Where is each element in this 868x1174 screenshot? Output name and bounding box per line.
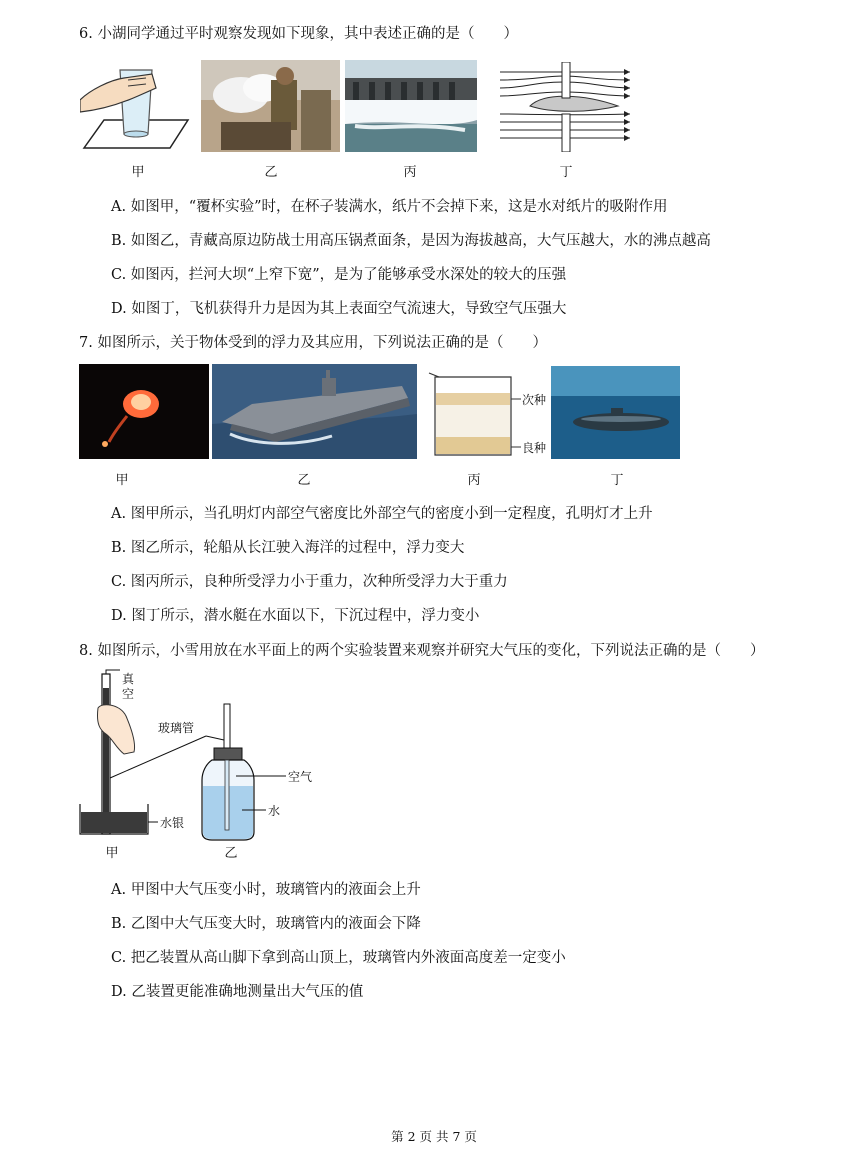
figure-7-label-good-seed: 良种 [522, 441, 547, 455]
question-8-option-d[interactable]: D. 乙装置更能准确地测量出大气压的值 [111, 984, 364, 1000]
figure-7-jia-photo-lantern [79, 364, 209, 459]
page-footer: 第 2 页 共 7 页 [391, 1129, 477, 1144]
figure-8-barometer-apparatus [76, 668, 336, 864]
figure-6-caption-yi: 乙 [264, 165, 278, 180]
figure-8-caption-yi: 乙 [224, 846, 238, 861]
figure-7-caption-yi: 乙 [297, 473, 311, 488]
figure-7-caption-jia: 甲 [115, 473, 129, 488]
figure-7-caption-ding: 丁 [610, 473, 624, 488]
figure-8-label-air: 空气 [288, 770, 313, 784]
question-7-option-a[interactable]: A. 图甲所示，当孔明灯内部空气密度比外部空气的密度小到一定程度，孔明灯才上升 [111, 506, 653, 522]
figure-8-label-vacuum-1: 真 [122, 672, 135, 686]
question-8-option-c[interactable]: C. 把乙装置从高山脚下拿到高山顶上，玻璃管内外液面高度差一定变小 [111, 950, 566, 966]
figure-8-label-water: 水 [268, 804, 281, 818]
figure-6-bing-photo-dam [345, 60, 477, 152]
figure-7-bing-beaker-seeds [425, 365, 549, 460]
figure-8-label-glass-tube: 玻璃管 [158, 721, 195, 735]
figure-7-yi-photo-carrier [212, 364, 417, 459]
question-6-option-d[interactable]: D. 如图丁，飞机获得升力是因为其上表面空气流速大，导致空气压强大 [111, 301, 567, 317]
figure-6-caption-bing: 丙 [403, 165, 417, 180]
figure-6-jia-cup-experiment [80, 60, 192, 152]
figure-6-caption-jia: 甲 [131, 165, 145, 180]
figure-6-yi-photo-cooking [201, 60, 340, 152]
question-7-option-c[interactable]: C. 图丙所示，良种所受浮力小于重力，次种所受浮力大于重力 [111, 574, 508, 590]
question-8-option-b[interactable]: B. 乙图中大气压变大时，玻璃管内的液面会下降 [111, 916, 421, 932]
figure-6-caption-ding: 丁 [559, 165, 573, 180]
figure-8-label-vacuum-2: 空 [122, 687, 135, 701]
figure-7-label-inferior-seed: 次种 [522, 393, 547, 407]
figure-7-caption-bing: 丙 [467, 473, 481, 488]
question-8-option-a[interactable]: A. 甲图中大气压变小时，玻璃管内的液面会上升 [111, 882, 421, 898]
question-6-stem: 6. 小湖同学通过平时观察发现如下现象，其中表述正确的是（ ） [79, 26, 518, 42]
question-6-option-c[interactable]: C. 如图丙，拦河大坝“上窄下宽”，是为了能够承受水深处的较大的压强 [111, 267, 567, 283]
question-8-stem: 8. 如图所示，小雪用放在水平面上的两个实验装置来观察并研究大气压的变化，下列说法正确的是（ ） [79, 643, 765, 659]
question-7-option-b[interactable]: B. 图乙所示，轮船从长江驶入海洋的过程中，浮力变大 [111, 540, 465, 556]
figure-6-ding-airfoil [494, 62, 636, 152]
figure-7-ding-photo-submarine [551, 366, 680, 459]
figure-8-label-mercury: 水银 [160, 816, 185, 830]
question-7-stem: 7. 如图所示，关于物体受到的浮力及其应用，下列说法正确的是（ ） [79, 335, 547, 351]
question-6-option-b[interactable]: B. 如图乙，青藏高原边防战士用高压锅煮面条，是因为海拔越高，大气压越大，水的沸点越高 [111, 233, 711, 249]
question-6-option-a[interactable]: A. 如图甲，“覆杯实验”时，在杯子装满水，纸片不会掉下来，这是水对纸片的吸附作用 [111, 199, 668, 215]
figure-8-caption-jia: 甲 [105, 846, 119, 861]
question-7-option-d[interactable]: D. 图丁所示，潜水艇在水面以下，下沉过程中，浮力变小 [111, 608, 480, 624]
